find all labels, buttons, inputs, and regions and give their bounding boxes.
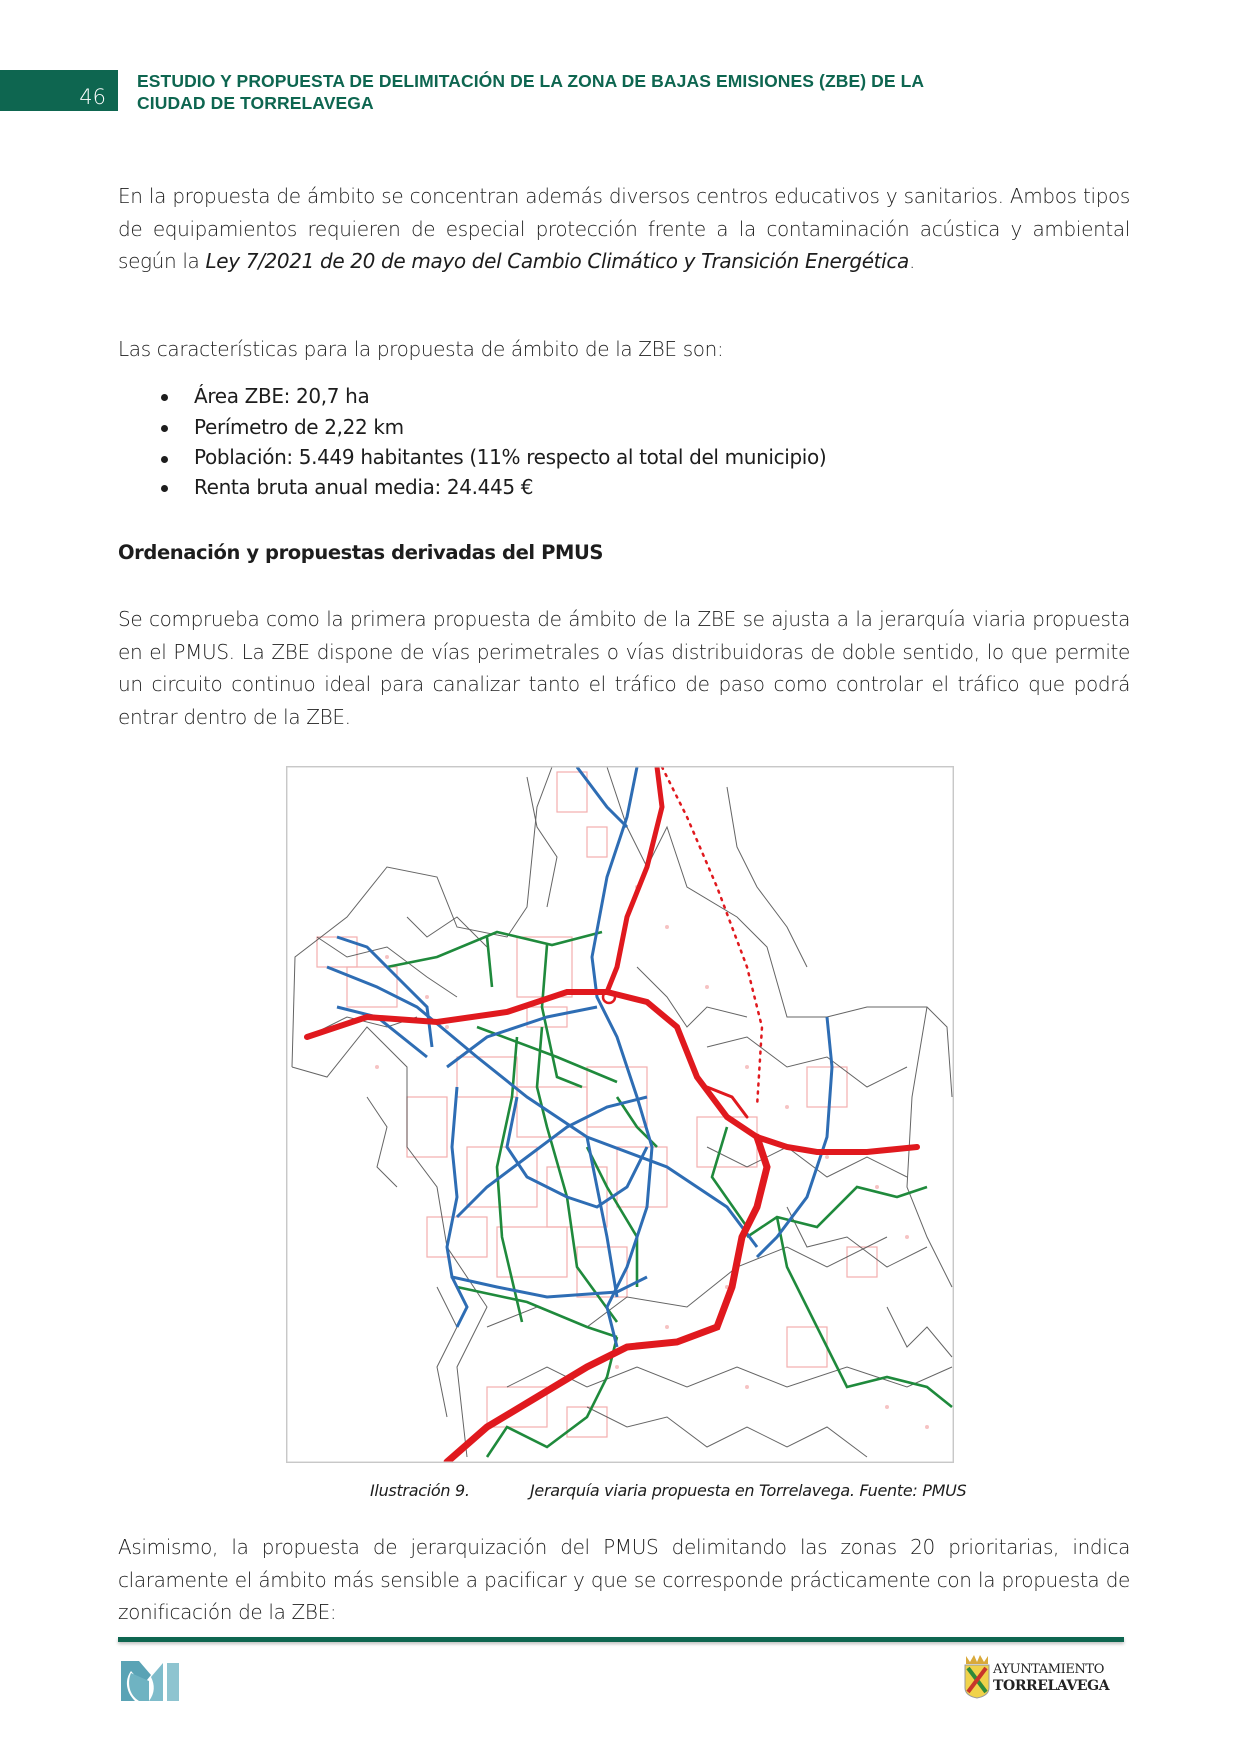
minor-roads-layer — [292, 767, 952, 1457]
blue-roads-layer — [327, 767, 832, 1347]
bullet-icon — [161, 485, 168, 492]
figure-caption — [370, 1481, 1070, 1500]
road-hierarchy-map — [286, 766, 954, 1463]
document-title-line1: ESTUDIO Y PROPUESTA DE DELIMITACIÓN DE LA ZONA DE BAJAS EMISIONES (ZBE) DE LA — [137, 71, 925, 91]
green-roads-layer — [387, 932, 952, 1457]
characteristics-list — [118, 381, 826, 503]
paragraph-pmus: Se comprueba como la primera propuesta de ámbito de la ZBE se ajusta a la jerarquía viaria propuesta en el PMUS. La ZBE dispone de vías perimetrales o vías distribuidoras de doble sentido, lo que permite un circuito continuo ideal para canalizar tanto el tráfico de paso como controlar el tráfico que podrá entrar dentro de la ZBE. — [118, 607, 1130, 729]
list-item — [118, 443, 826, 472]
bullet-icon — [161, 456, 168, 463]
list-item-text: Población: 5.449 habitantes (11% respecto al total del municipio) — [194, 445, 827, 469]
footer-divider — [118, 1637, 1124, 1642]
section-heading: Ordenación y propuestas derivadas del PMUS — [118, 541, 604, 564]
ayuntamiento-line1: AYUNTAMIENTO — [993, 1662, 1104, 1677]
law-reference: Ley 7/2021 de 20 de mayo del Cambio Climático y Transición Energética — [205, 249, 909, 273]
red-roads-layer — [307, 767, 917, 1462]
bullet-icon — [161, 425, 168, 432]
consultancy-logo-icon — [121, 1661, 181, 1703]
paragraph-equipment — [118, 180, 1130, 278]
coat-of-arms-icon — [963, 1654, 991, 1699]
paragraph-end: . — [908, 249, 915, 273]
list-item — [118, 472, 826, 503]
map-graphic — [287, 767, 953, 1462]
paragraph-zones-20: Asimismo, la propuesta de jerarquización del PMUS delimitando las zonas 20 prioritarias, indica claramente el ámbito más sensible a pacificar y que se corresponde prácticamente con la propuesta de zonificación de la ZBE: — [118, 1535, 1130, 1624]
caption-number: Ilustración 9. — [370, 1481, 470, 1500]
document-title — [137, 70, 957, 114]
paragraph-characteristics-intro: Las características para la propuesta de ámbito de la ZBE son: — [118, 337, 724, 361]
list-item-text: Renta bruta anual media: 24.445 € — [194, 475, 534, 499]
page-number-tab — [0, 70, 118, 111]
paragraph-text: En la propuesta de ámbito se concentran además diversos centros educativos y sanitarios. Ambos tipos de equipamientos requieren de especial protección frente a la contaminación acústica y ambiental según la — [118, 184, 1130, 273]
bullet-icon — [161, 394, 168, 401]
buildings-layer — [317, 772, 877, 1437]
ayuntamiento-wordmark — [993, 1662, 1109, 1694]
ayuntamiento-logo — [963, 1654, 1113, 1699]
list-item — [118, 412, 826, 443]
list-item — [118, 381, 826, 412]
ayuntamiento-line2: TORRELAVEGA — [993, 1678, 1110, 1694]
page-number: 46 — [79, 85, 106, 109]
document-title-line2: CIUDAD DE TORRELAVEGA — [137, 93, 374, 113]
list-item-text: Área ZBE: 20,7 ha — [194, 384, 370, 408]
caption-text: Jerarquía viaria propuesta en Torrelavega. Fuente: PMUS — [530, 1481, 967, 1500]
list-item-text: Perímetro de 2,22 km — [194, 415, 404, 439]
